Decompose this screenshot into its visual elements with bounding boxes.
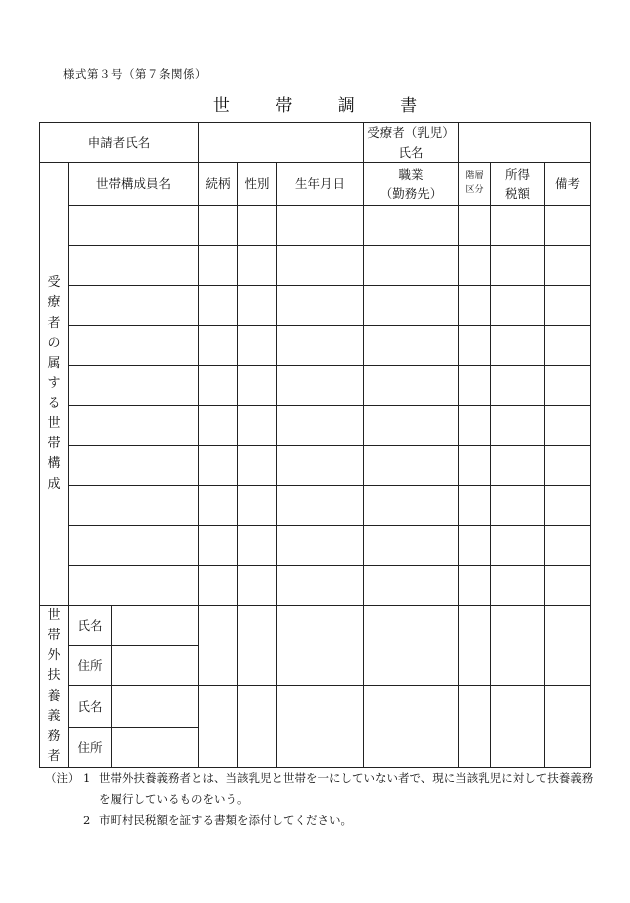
birthdate-cell[interactable] [277,366,364,406]
income-tax-cell[interactable] [491,406,545,446]
page-title: 世 帯 調 書 [212,96,438,116]
member-name-cell[interactable] [69,206,199,246]
remarks-cell[interactable] [545,286,591,326]
member-row [40,206,591,246]
notes [45,768,593,831]
occupation-cell[interactable] [364,566,459,606]
tier-cell[interactable] [459,566,491,606]
obligor-1-name-row [40,606,591,646]
sex-cell[interactable] [238,606,277,686]
occupation-cell[interactable] [364,526,459,566]
member-row [40,406,591,446]
col-remarks: 備考 [545,163,591,206]
birthdate-cell[interactable] [277,526,364,566]
note-item [45,810,593,831]
remarks-cell[interactable] [545,526,591,566]
member-name-cell[interactable] [69,406,199,446]
occupation-cell[interactable] [364,446,459,486]
birthdate-cell[interactable] [277,566,364,606]
note-text-continued: を履行しているものをいう。 [99,792,249,806]
sex-cell[interactable] [238,566,277,606]
income-tax-cell[interactable] [491,606,545,686]
note-text: 市町村民税額を証する書類を添付してください。 [99,813,352,827]
occupation-cell[interactable] [364,606,459,686]
income-tax-cell[interactable] [491,686,545,768]
member-row [40,326,591,366]
patient-name-label: 受療者（乳児） 氏名 [364,123,459,163]
obligor-address-field[interactable] [112,728,199,768]
obligor-name-field[interactable] [112,606,199,646]
col-sex: 性別 [238,163,277,206]
member-row [40,526,591,566]
occupation-cell[interactable] [364,486,459,526]
applicant-name-label: 申請者氏名 [40,123,199,163]
sex-cell[interactable] [238,286,277,326]
household-section-label: 受 療 者 の 属 す る 世 帯 構 成 [40,163,69,606]
tier-cell[interactable] [459,606,491,686]
member-name-cell[interactable] [69,326,199,366]
obligor-name-label: 氏名 [69,686,112,728]
birthdate-cell[interactable] [277,446,364,486]
column-header-row [40,163,591,206]
tier-cell[interactable] [459,446,491,486]
household-survey-table [39,122,591,768]
birthdate-cell[interactable] [277,606,364,686]
remarks-cell[interactable] [545,606,591,686]
tier-cell[interactable] [459,526,491,566]
occupation-cell[interactable] [364,406,459,446]
member-row [40,566,591,606]
birthdate-cell[interactable] [277,246,364,286]
remarks-cell[interactable] [545,406,591,446]
col-occupation: 職業 （勤務先） [364,163,459,206]
remarks-cell[interactable] [545,366,591,406]
birthdate-cell[interactable] [277,486,364,526]
patient-name-field[interactable] [459,123,591,163]
relation-cell[interactable] [199,566,238,606]
tier-cell[interactable] [459,206,491,246]
relation-cell[interactable] [199,246,238,286]
occupation-cell[interactable] [364,366,459,406]
member-name-cell[interactable] [69,366,199,406]
obligor-address-label: 住所 [69,646,112,686]
col-tier: 階層 区分 [459,163,491,206]
tier-cell[interactable] [459,286,491,326]
obligor-2-name-row [40,686,591,728]
remarks-cell[interactable] [545,246,591,286]
relation-cell[interactable] [199,406,238,446]
external-section-label: 世 帯 外 扶 養 義 務 者 [40,606,69,768]
income-tax-cell[interactable] [491,206,545,246]
member-name-cell[interactable] [69,566,199,606]
birthdate-cell[interactable] [277,286,364,326]
tier-cell[interactable] [459,246,491,286]
relation-cell[interactable] [199,326,238,366]
tier-cell[interactable] [459,686,491,768]
member-row [40,486,591,526]
birthdate-cell[interactable] [277,686,364,768]
sex-cell[interactable] [238,366,277,406]
birthdate-cell[interactable] [277,406,364,446]
col-income-tax: 所得 税額 [491,163,545,206]
sex-cell[interactable] [238,486,277,526]
remarks-cell[interactable] [545,206,591,246]
income-tax-cell[interactable] [491,246,545,286]
occupation-cell[interactable] [364,206,459,246]
occupation-cell[interactable] [364,246,459,286]
income-tax-cell[interactable] [491,566,545,606]
form-number: 様式第３号（第７条関係） [63,67,207,81]
tier-cell[interactable] [459,366,491,406]
notes-label: （注） [45,771,80,785]
sex-cell[interactable] [238,206,277,246]
col-birthdate: 生年月日 [277,163,364,206]
applicant-row [40,123,591,163]
obligor-name-field[interactable] [112,686,199,728]
sex-cell[interactable] [238,406,277,446]
member-name-cell[interactable] [69,526,199,566]
sex-cell[interactable] [238,246,277,286]
tier-cell[interactable] [459,406,491,446]
income-tax-cell[interactable] [491,286,545,326]
relation-cell[interactable] [199,486,238,526]
relation-cell[interactable] [199,526,238,566]
remarks-cell[interactable] [545,326,591,366]
member-row [40,366,591,406]
member-name-cell[interactable] [69,446,199,486]
income-tax-cell[interactable] [491,446,545,486]
relation-cell[interactable] [199,206,238,246]
remarks-cell[interactable] [545,686,591,768]
sex-cell[interactable] [238,326,277,366]
remarks-cell[interactable] [545,486,591,526]
note-number: 2 [83,813,91,827]
sex-cell[interactable] [238,446,277,486]
obligor-address-field[interactable] [112,646,199,686]
sex-cell[interactable] [238,686,277,768]
note-item [45,768,593,789]
income-tax-cell[interactable] [491,526,545,566]
member-name-cell[interactable] [69,486,199,526]
tier-cell[interactable] [459,486,491,526]
income-tax-cell[interactable] [491,326,545,366]
relation-cell[interactable] [199,686,238,768]
income-tax-cell[interactable] [491,366,545,406]
occupation-cell[interactable] [364,326,459,366]
col-member-name: 世帯構成員名 [69,163,199,206]
note-text: 世帯外扶養義務者とは、当該乳児と世帯を一にしていない者で、現に当該乳児に対して扶養義務 [99,771,594,785]
sex-cell[interactable] [238,526,277,566]
relation-cell[interactable] [199,606,238,686]
relation-cell[interactable] [199,366,238,406]
member-name-cell[interactable] [69,246,199,286]
member-row [40,246,591,286]
birthdate-cell[interactable] [277,206,364,246]
note-number: 1 [83,771,91,785]
obligor-address-label: 住所 [69,728,112,768]
relation-cell[interactable] [199,446,238,486]
member-row [40,446,591,486]
remarks-cell[interactable] [545,446,591,486]
applicant-name-field[interactable] [199,123,364,163]
income-tax-cell[interactable] [491,486,545,526]
remarks-cell[interactable] [545,566,591,606]
member-name-cell[interactable] [69,286,199,326]
occupation-cell[interactable] [364,286,459,326]
occupation-cell[interactable] [364,686,459,768]
tier-cell[interactable] [459,326,491,366]
col-relation: 続柄 [199,163,238,206]
birthdate-cell[interactable] [277,326,364,366]
relation-cell[interactable] [199,286,238,326]
member-row [40,286,591,326]
obligor-name-label: 氏名 [69,606,112,646]
